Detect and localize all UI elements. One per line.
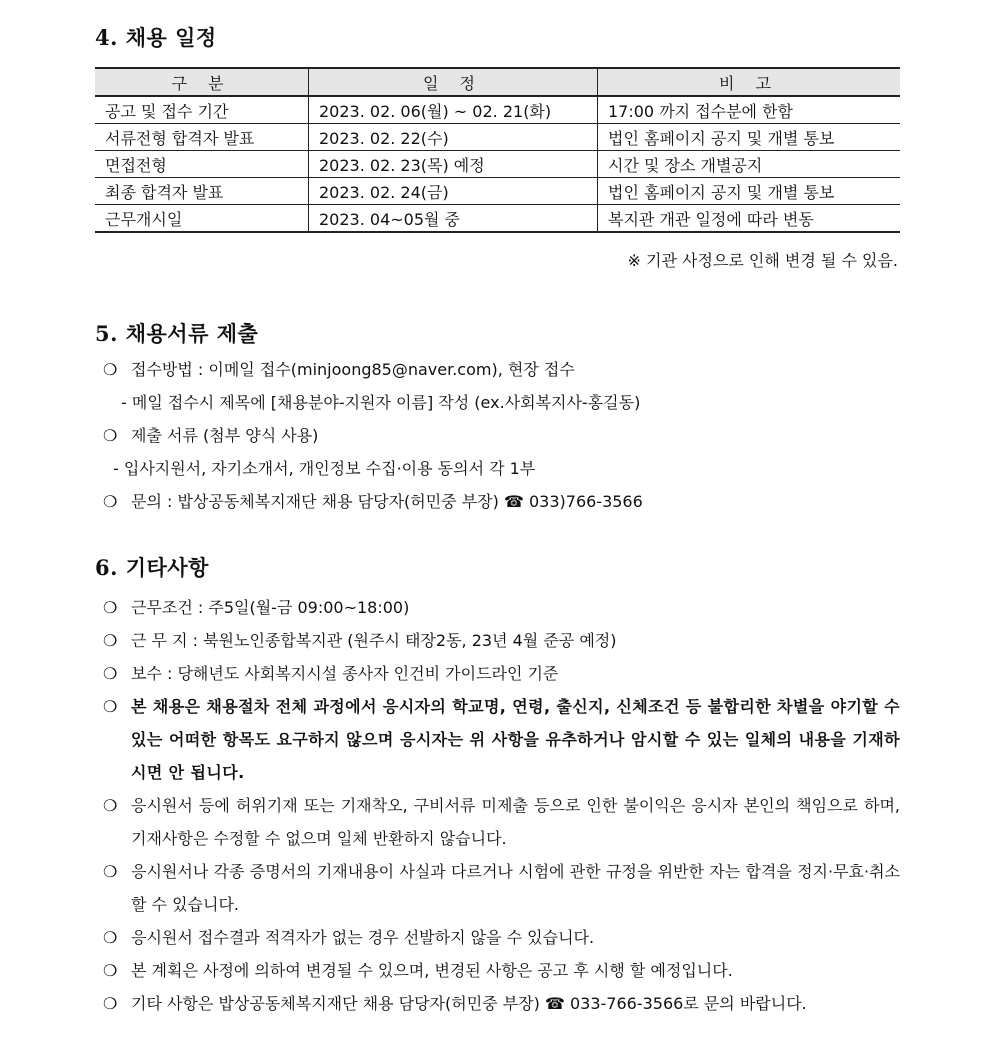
table-row <box>95 151 900 178</box>
circle-bullet-icon: ❍ <box>103 961 118 980</box>
inquiry-contact: 문의 : 밥상공동체복지재단 채용 담당자(허민중 부장) ☎ 033)766-3566 <box>131 492 643 511</box>
other-inquiry: 기타 사항은 밥상공동체복지재단 채용 담당자(허민중 부장) ☎ 033-766-3566로 문의 바랍니다. <box>131 994 807 1013</box>
cell-remarks: 시간 및 장소 개별공지 <box>598 151 901 178</box>
section-6-title: 6. 기타사항 <box>95 555 209 580</box>
circle-bullet-icon: ❍ <box>103 492 118 511</box>
required-documents-detail: - 입사지원서, 자기소개서, 개인정보 수집·이용 동의서 각 1부 <box>113 459 536 478</box>
section-5-title: 5. 채용서류 제출 <box>95 321 259 346</box>
cell-schedule: 2023. 02. 24(금) <box>309 178 598 205</box>
false-entry-notice: 응시원서 등에 허위기재 또는 기재착오, 구비서류 미제출 등으로 인한 불이익은 응시자 본인의 책임으로 하며, 기재사항은 수정할 수 없으며 일체 반환하지 않습니다. <box>131 796 900 848</box>
cell-category: 서류전형 합격자 발표 <box>95 124 309 151</box>
required-documents: 제출 서류 (첨부 양식 사용) <box>131 426 319 445</box>
salary: 보수 : 당해년도 사회복지시설 종사자 인건비 가이드라인 기준 <box>131 664 559 683</box>
fair-hiring-notice: 본 채용은 채용절차 전체 과정에서 응시자의 학교명, 연령, 출신지, 신체조건 등 불합리한 차별을 야기할 수 있는 어떠한 항목도 요구하지 않으며 응시자는 위 사항을 유추하거나 암시할 수 있는 일체의 내용을 기재하시면 안 됩니다. <box>131 697 900 782</box>
circle-bullet-icon: ❍ <box>103 697 118 716</box>
circle-bullet-icon: ❍ <box>103 360 118 379</box>
circle-bullet-icon: ❍ <box>103 664 118 683</box>
circle-bullet-icon: ❍ <box>103 426 118 445</box>
header-remarks: 비 고 <box>598 68 901 96</box>
list-item <box>103 789 900 855</box>
cell-schedule: 2023. 02. 23(목) 예정 <box>309 151 598 178</box>
work-conditions: 근무조건 : 주5일(월-금 09:00~18:00) <box>131 598 410 617</box>
no-qualified-notice: 응시원서 접수결과 적격자가 없는 경우 선발하지 않을 수 있습니다. <box>131 928 595 947</box>
schedule-table <box>95 67 900 233</box>
circle-bullet-icon: ❍ <box>103 631 118 650</box>
cell-category: 공고 및 접수 기간 <box>95 96 309 124</box>
header-schedule: 일 정 <box>309 68 598 96</box>
cell-remarks: 법인 홈페이지 공지 및 개별 통보 <box>598 178 901 205</box>
cell-schedule: 2023. 04~05월 중 <box>309 205 598 233</box>
cell-remarks: 17:00 까지 접수분에 한함 <box>598 96 901 124</box>
circle-bullet-icon: ❍ <box>103 598 118 617</box>
circle-bullet-icon: ❍ <box>103 862 118 881</box>
list-item <box>103 855 900 921</box>
section-4-title: 4. 채용 일정 <box>95 25 217 50</box>
list-item <box>103 690 900 789</box>
cell-schedule: 2023. 02. 06(월) ~ 02. 21(화) <box>309 96 598 124</box>
cell-category: 면접전형 <box>95 151 309 178</box>
plan-change-notice: 본 계획은 사정에 의하여 변경될 수 있으며, 변경된 사항은 공고 후 시행 할 예정입니다. <box>131 961 733 980</box>
submission-method-detail: - 메일 접수시 제목에 [채용분야-지원자 이름] 작성 (ex.사회복지사-홍길동) <box>121 393 641 412</box>
cell-remarks: 법인 홈페이지 공지 및 개별 통보 <box>598 124 901 151</box>
work-location: 근 무 지 : 북원노인종합복지관 (원주시 태장2동, 23년 4월 준공 예정) <box>131 631 617 650</box>
cell-schedule: 2023. 02. 22(수) <box>309 124 598 151</box>
submission-method: 접수방법 : 이메일 접수(minjoong85@naver.com), 현장 접수 <box>131 360 575 379</box>
header-category: 구 분 <box>95 68 309 96</box>
disqualification-notice: 응시원서나 각종 증명서의 기재내용이 사실과 다르거나 시험에 관한 규정을 위반한 자는 합격을 정지·무효·취소할 수 있습니다. <box>131 862 900 914</box>
table-header-row <box>95 68 900 96</box>
table-row <box>95 178 900 205</box>
table-row <box>95 205 900 233</box>
table-row <box>95 96 900 124</box>
table-row <box>95 124 900 151</box>
cell-remarks: 복지관 개관 일정에 따라 변동 <box>598 205 901 233</box>
schedule-note: ※ 기관 사정으로 인해 변경 될 수 있음. <box>627 251 898 270</box>
cell-category: 근무개시일 <box>95 205 309 233</box>
circle-bullet-icon: ❍ <box>103 796 118 815</box>
circle-bullet-icon: ❍ <box>103 928 118 947</box>
cell-category: 최종 합격자 발표 <box>95 178 309 205</box>
circle-bullet-icon: ❍ <box>103 994 118 1013</box>
